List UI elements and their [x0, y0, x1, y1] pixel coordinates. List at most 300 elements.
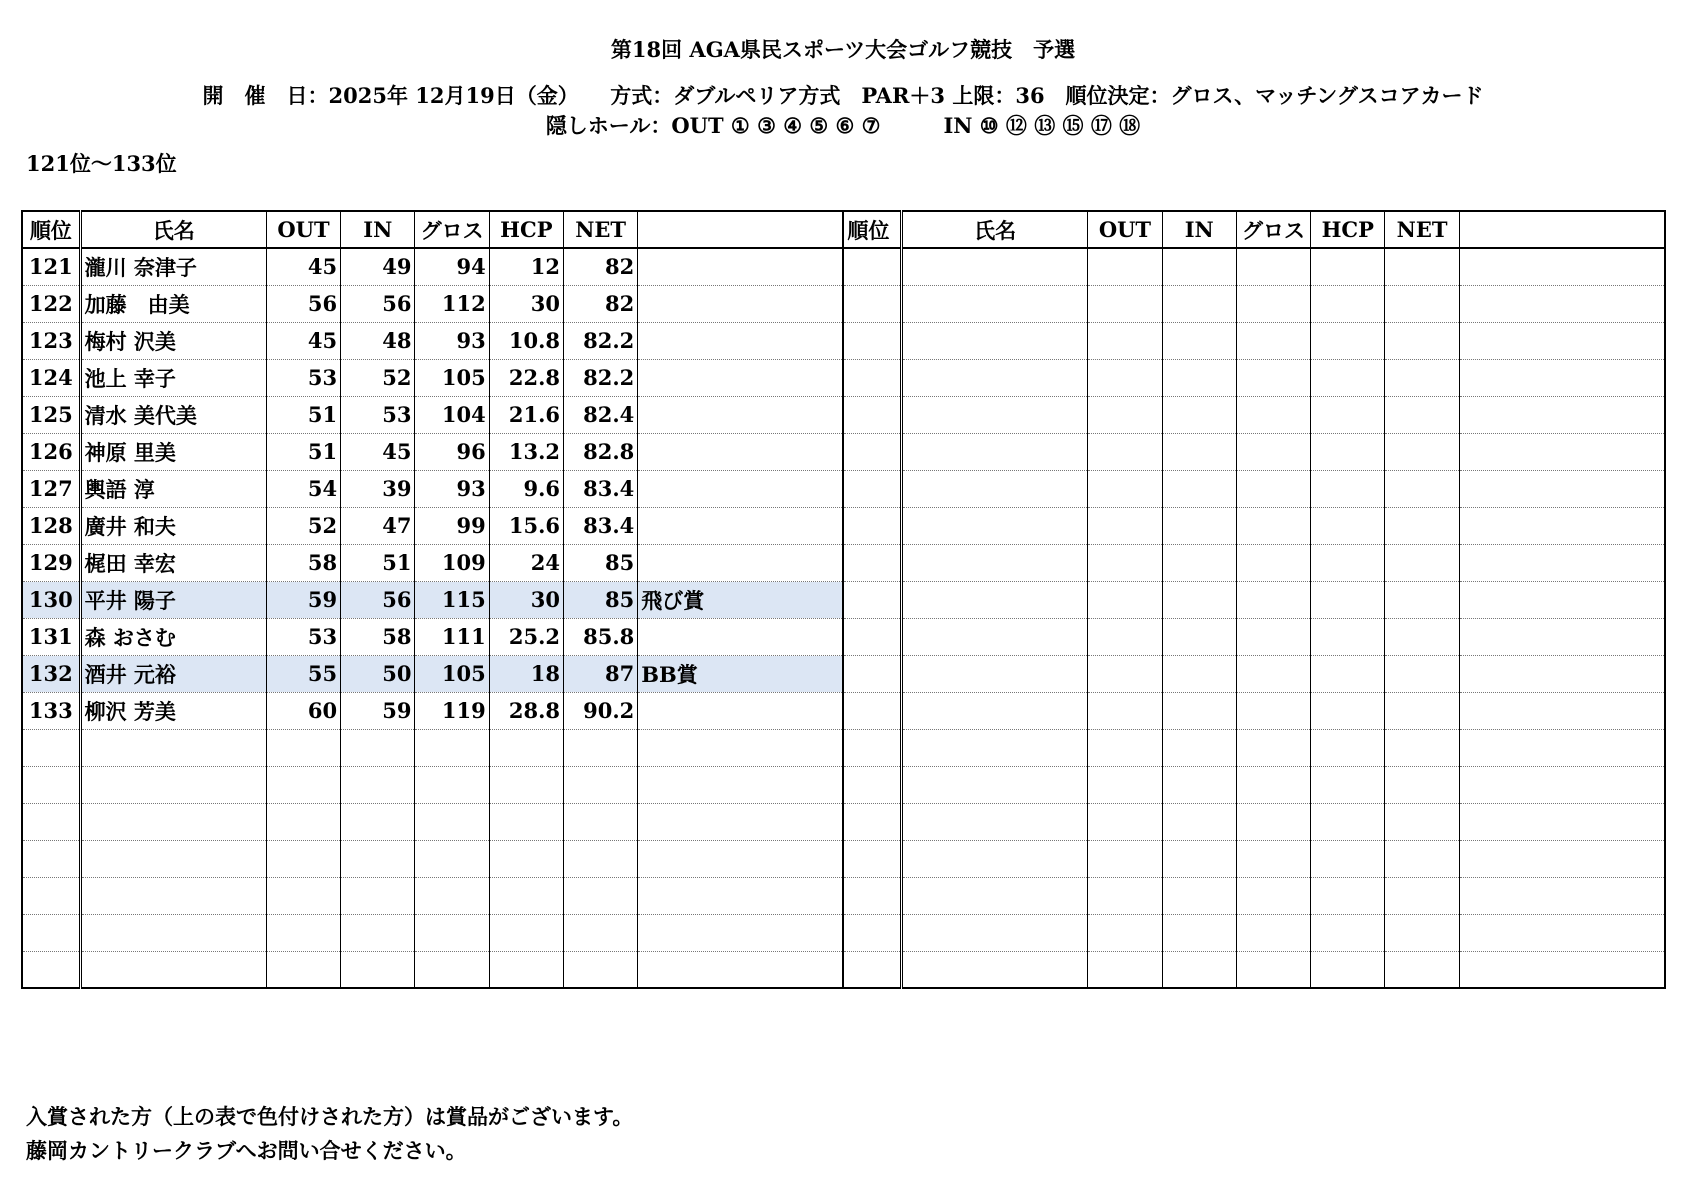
rank-cell: [22, 803, 80, 840]
col-header-rank: 順位: [22, 211, 80, 248]
net-cell: 85: [564, 581, 638, 618]
empty-cell-right: [1162, 322, 1236, 359]
gross-cell: 109: [415, 544, 489, 581]
award-cell: [638, 248, 844, 285]
empty-cell-right: [1459, 766, 1665, 803]
empty-cell-right: [902, 581, 1088, 618]
hcp-cell: 30: [489, 581, 563, 618]
in-cell: 48: [341, 322, 415, 359]
rank-cell: 133: [22, 692, 80, 729]
empty-cell-right: [1385, 285, 1459, 322]
empty-cell-right: [1088, 951, 1162, 988]
award-cell: [638, 692, 844, 729]
empty-cell-right: [1236, 396, 1310, 433]
rank-cell: 129: [22, 544, 80, 581]
empty-cell-right: [1385, 581, 1459, 618]
empty-cell-right: [1385, 655, 1459, 692]
net-cell: 90.2: [564, 692, 638, 729]
notes: [26, 1100, 633, 1168]
empty-cell-right: [1311, 618, 1385, 655]
empty-cell-right: [1459, 507, 1665, 544]
award-cell: [638, 803, 844, 840]
rank-cell: 131: [22, 618, 80, 655]
name-cell: 神原 里美: [80, 433, 266, 470]
empty-cell-right: [1459, 433, 1665, 470]
empty-cell-right: [1311, 544, 1385, 581]
empty-cell-right: [1311, 248, 1385, 285]
out-cell: 53: [266, 618, 340, 655]
award-cell: [638, 396, 844, 433]
empty-cell-right: [1088, 544, 1162, 581]
empty-cell-right: [843, 766, 901, 803]
empty-cell-right: [1162, 914, 1236, 951]
rank-cell: 124: [22, 359, 80, 396]
table-row: [22, 766, 1665, 803]
out-cell: 56: [266, 285, 340, 322]
in-cell: [341, 914, 415, 951]
in-cell: 49: [341, 248, 415, 285]
hcp-cell: [489, 840, 563, 877]
hcp-cell: [489, 914, 563, 951]
table-row: [22, 470, 1665, 507]
empty-cell-right: [1088, 914, 1162, 951]
empty-cell-right: [902, 248, 1088, 285]
name-cell: [80, 766, 266, 803]
award-cell: [638, 618, 844, 655]
empty-cell-right: [1088, 618, 1162, 655]
empty-cell-right: [1162, 655, 1236, 692]
empty-cell-right: [1162, 951, 1236, 988]
empty-cell-right: [1088, 507, 1162, 544]
gross-cell: 111: [415, 618, 489, 655]
empty-cell-right: [1236, 544, 1310, 581]
out-cell: [266, 766, 340, 803]
hcp-cell: 22.8: [489, 359, 563, 396]
hcp-cell: 12: [489, 248, 563, 285]
gross-cell: 93: [415, 322, 489, 359]
empty-cell-right: [1088, 692, 1162, 729]
rank-cell: [22, 766, 80, 803]
empty-cell-right: [1236, 285, 1310, 322]
gross-cell: 99: [415, 507, 489, 544]
col-header-hcp: HCP: [489, 211, 563, 248]
empty-cell-right: [843, 544, 901, 581]
in-cell: [341, 803, 415, 840]
results-table: [21, 210, 1666, 989]
out-cell: 59: [266, 581, 340, 618]
out-cell: [266, 877, 340, 914]
empty-cell-right: [902, 914, 1088, 951]
name-cell: 瀧川 奈津子: [80, 248, 266, 285]
out-cell: [266, 729, 340, 766]
empty-cell-right: [1236, 877, 1310, 914]
empty-cell-right: [1162, 248, 1236, 285]
table-row: [22, 285, 1665, 322]
empty-cell-right: [902, 618, 1088, 655]
empty-cell-right: [902, 285, 1088, 322]
empty-cell-right: [1311, 507, 1385, 544]
empty-cell-right: [902, 396, 1088, 433]
empty-cell-right: [1162, 803, 1236, 840]
in-cell: 58: [341, 618, 415, 655]
net-cell: 87: [564, 655, 638, 692]
hcp-cell: [489, 877, 563, 914]
table-row: [22, 877, 1665, 914]
hcp-cell: 24: [489, 544, 563, 581]
in-cell: 56: [341, 285, 415, 322]
empty-cell-right: [1236, 914, 1310, 951]
empty-cell-right: [843, 359, 901, 396]
empty-cell-right: [1088, 877, 1162, 914]
empty-cell-right: [1385, 248, 1459, 285]
award-cell: [638, 433, 844, 470]
net-cell: [564, 914, 638, 951]
empty-cell-right: [1236, 655, 1310, 692]
empty-cell-right: [1162, 581, 1236, 618]
in-cell: 45: [341, 433, 415, 470]
hcp-cell: [489, 766, 563, 803]
empty-cell-right: [902, 766, 1088, 803]
gross-cell: 105: [415, 359, 489, 396]
empty-cell-right: [1311, 692, 1385, 729]
empty-cell-right: [843, 322, 901, 359]
empty-cell-right: [1459, 322, 1665, 359]
empty-cell-right: [902, 470, 1088, 507]
empty-cell-right: [1385, 396, 1459, 433]
out-cell: 54: [266, 470, 340, 507]
rank-cell: 122: [22, 285, 80, 322]
col-header-name-right: 氏名: [902, 211, 1088, 248]
empty-cell-right: [1311, 285, 1385, 322]
empty-cell-right: [1459, 655, 1665, 692]
table-row: [22, 359, 1665, 396]
empty-cell-right: [1311, 914, 1385, 951]
in-cell: 50: [341, 655, 415, 692]
table-row: [22, 433, 1665, 470]
empty-cell-right: [1162, 766, 1236, 803]
name-cell: 柳沢 芳美: [80, 692, 266, 729]
out-cell: 53: [266, 359, 340, 396]
empty-cell-right: [1385, 951, 1459, 988]
empty-cell-right: [1385, 840, 1459, 877]
empty-cell-right: [1236, 433, 1310, 470]
empty-cell-right: [1088, 729, 1162, 766]
empty-cell-right: [1459, 692, 1665, 729]
award-cell: [638, 951, 844, 988]
gross-cell: [415, 729, 489, 766]
in-cell: 59: [341, 692, 415, 729]
out-cell: 51: [266, 433, 340, 470]
hcp-cell: 9.6: [489, 470, 563, 507]
empty-cell-right: [1088, 285, 1162, 322]
table-row: [22, 581, 1665, 618]
net-cell: 82: [564, 248, 638, 285]
award-cell: [638, 507, 844, 544]
empty-cell-right: [1385, 507, 1459, 544]
gross-cell: [415, 840, 489, 877]
table-row: [22, 396, 1665, 433]
empty-cell-right: [1311, 359, 1385, 396]
gross-cell: [415, 914, 489, 951]
empty-cell-right: [1459, 803, 1665, 840]
empty-cell-right: [1236, 692, 1310, 729]
empty-cell-right: [843, 840, 901, 877]
table-row: [22, 729, 1665, 766]
empty-cell-right: [1459, 544, 1665, 581]
empty-cell-right: [843, 618, 901, 655]
empty-cell-right: [902, 840, 1088, 877]
gross-cell: 96: [415, 433, 489, 470]
gross-cell: 105: [415, 655, 489, 692]
empty-cell-right: [843, 433, 901, 470]
col-header-award: [638, 211, 844, 248]
in-cell: 53: [341, 396, 415, 433]
net-cell: 83.4: [564, 507, 638, 544]
empty-cell-right: [902, 729, 1088, 766]
col-header-out-right: OUT: [1088, 211, 1162, 248]
empty-cell-right: [902, 692, 1088, 729]
empty-cell-right: [1311, 396, 1385, 433]
name-cell: 平井 陽子: [80, 581, 266, 618]
table-row: [22, 618, 1665, 655]
empty-cell-right: [1162, 396, 1236, 433]
gross-cell: [415, 766, 489, 803]
gross-cell: 115: [415, 581, 489, 618]
in-cell: [341, 766, 415, 803]
empty-cell-right: [1236, 766, 1310, 803]
empty-cell-right: [1385, 692, 1459, 729]
col-header-award-right: [1459, 211, 1665, 248]
empty-cell-right: [843, 507, 901, 544]
empty-cell-right: [1162, 544, 1236, 581]
out-cell: 52: [266, 507, 340, 544]
empty-cell-right: [1459, 581, 1665, 618]
gross-cell: 119: [415, 692, 489, 729]
net-cell: [564, 951, 638, 988]
empty-cell-right: [1088, 322, 1162, 359]
hcp-cell: 25.2: [489, 618, 563, 655]
in-cell: [341, 951, 415, 988]
out-cell: [266, 803, 340, 840]
gross-cell: [415, 877, 489, 914]
net-cell: 82.2: [564, 322, 638, 359]
empty-cell-right: [1236, 951, 1310, 988]
empty-cell-right: [1236, 470, 1310, 507]
table-row: [22, 692, 1665, 729]
out-cell: 45: [266, 248, 340, 285]
empty-cell-right: [1385, 877, 1459, 914]
empty-cell-right: [902, 655, 1088, 692]
gross-cell: 93: [415, 470, 489, 507]
name-cell: 池上 幸子: [80, 359, 266, 396]
out-cell: [266, 951, 340, 988]
name-cell: 森 おさむ: [80, 618, 266, 655]
net-cell: 82.2: [564, 359, 638, 396]
empty-cell-right: [1311, 655, 1385, 692]
empty-cell-right: [1459, 951, 1665, 988]
empty-cell-right: [902, 359, 1088, 396]
empty-cell-right: [1385, 359, 1459, 396]
empty-cell-right: [1236, 618, 1310, 655]
in-cell: 56: [341, 581, 415, 618]
rank-cell: 125: [22, 396, 80, 433]
empty-cell-right: [1459, 729, 1665, 766]
empty-cell-right: [1385, 470, 1459, 507]
out-cell: [266, 840, 340, 877]
award-cell: [638, 285, 844, 322]
name-cell: [80, 729, 266, 766]
col-header-in: IN: [341, 211, 415, 248]
rank-cell: 123: [22, 322, 80, 359]
rank-cell: 127: [22, 470, 80, 507]
in-cell: 47: [341, 507, 415, 544]
empty-cell-right: [843, 803, 901, 840]
col-header-rank-right: 順位: [843, 211, 901, 248]
net-cell: [564, 729, 638, 766]
empty-cell-right: [1385, 729, 1459, 766]
empty-cell-right: [1162, 285, 1236, 322]
col-header-in-right: IN: [1162, 211, 1236, 248]
empty-cell-right: [1311, 766, 1385, 803]
empty-cell-right: [902, 803, 1088, 840]
hcp-cell: [489, 803, 563, 840]
empty-cell-right: [1385, 433, 1459, 470]
table-row: [22, 803, 1665, 840]
gross-cell: 94: [415, 248, 489, 285]
out-cell: 51: [266, 396, 340, 433]
col-header-gross-right: グロス: [1236, 211, 1310, 248]
award-cell: [638, 470, 844, 507]
empty-cell-right: [1311, 433, 1385, 470]
empty-cell-right: [1459, 248, 1665, 285]
rank-cell: 128: [22, 507, 80, 544]
hcp-cell: 30: [489, 285, 563, 322]
empty-cell-right: [1459, 359, 1665, 396]
hcp-cell: 10.8: [489, 322, 563, 359]
rank-cell: 130: [22, 581, 80, 618]
gross-cell: 104: [415, 396, 489, 433]
empty-cell-right: [843, 692, 901, 729]
empty-cell-right: [1385, 322, 1459, 359]
name-cell: [80, 840, 266, 877]
gross-cell: [415, 803, 489, 840]
empty-cell-right: [843, 581, 901, 618]
empty-cell-right: [843, 729, 901, 766]
name-cell: 酒井 元裕: [80, 655, 266, 692]
out-cell: 58: [266, 544, 340, 581]
empty-cell-right: [902, 322, 1088, 359]
empty-cell-right: [1162, 877, 1236, 914]
table-row: [22, 655, 1665, 692]
empty-cell-right: [1459, 877, 1665, 914]
hcp-cell: 28.8: [489, 692, 563, 729]
table-row: [22, 544, 1665, 581]
gross-cell: [415, 951, 489, 988]
rank-range: 121位～133位: [26, 151, 177, 176]
award-cell: [638, 914, 844, 951]
empty-cell-right: [1236, 803, 1310, 840]
empty-cell-right: [1088, 803, 1162, 840]
empty-cell-right: [1385, 803, 1459, 840]
net-cell: 82: [564, 285, 638, 322]
empty-cell-right: [1311, 840, 1385, 877]
net-cell: 85: [564, 544, 638, 581]
empty-cell-right: [1385, 618, 1459, 655]
in-cell: 52: [341, 359, 415, 396]
net-cell: 82.8: [564, 433, 638, 470]
empty-cell-right: [843, 470, 901, 507]
empty-cell-right: [902, 877, 1088, 914]
empty-cell-right: [1162, 840, 1236, 877]
empty-cell-right: [1088, 655, 1162, 692]
hcp-cell: 18: [489, 655, 563, 692]
gross-cell: 112: [415, 285, 489, 322]
out-cell: 45: [266, 322, 340, 359]
in-cell: [341, 877, 415, 914]
rank-cell: 132: [22, 655, 80, 692]
in-cell: 51: [341, 544, 415, 581]
contact-note: 藤岡カントリークラブへお問い合せください。: [26, 1138, 467, 1163]
empty-cell-right: [1311, 729, 1385, 766]
hcp-cell: 21.6: [489, 396, 563, 433]
award-cell: BB賞: [638, 655, 844, 692]
rank-cell: [22, 914, 80, 951]
col-header-net: NET: [564, 211, 638, 248]
empty-cell-right: [1385, 766, 1459, 803]
rank-cell: [22, 840, 80, 877]
empty-cell-right: [902, 433, 1088, 470]
empty-cell-right: [843, 877, 901, 914]
empty-cell-right: [1459, 285, 1665, 322]
empty-cell-right: [1385, 914, 1459, 951]
name-cell: 廣井 和夫: [80, 507, 266, 544]
empty-cell-right: [1311, 581, 1385, 618]
empty-cell-right: [1311, 877, 1385, 914]
name-cell: 輿語 淳: [80, 470, 266, 507]
name-cell: [80, 914, 266, 951]
empty-cell-right: [1311, 951, 1385, 988]
empty-cell-right: [1088, 470, 1162, 507]
col-header-out: OUT: [266, 211, 340, 248]
award-cell: [638, 766, 844, 803]
in-cell: [341, 840, 415, 877]
empty-cell-right: [1311, 803, 1385, 840]
empty-cell-right: [902, 951, 1088, 988]
hcp-cell: 13.2: [489, 433, 563, 470]
empty-cell-right: [843, 248, 901, 285]
empty-cell-right: [1236, 322, 1310, 359]
empty-cell-right: [1459, 396, 1665, 433]
award-cell: [638, 322, 844, 359]
in-cell: 39: [341, 470, 415, 507]
empty-cell-right: [1311, 470, 1385, 507]
empty-cell-right: [1236, 729, 1310, 766]
out-cell: [266, 914, 340, 951]
table-header-row: [22, 211, 1665, 248]
event-info: 開 催 日：2025年 12月19日（金） 方式：ダブルペリア方式 PAR＋3 上限：36 順位決定：グロス、マッチングスコアカード: [202, 83, 1484, 108]
name-cell: 梅村 沢美: [80, 322, 266, 359]
empty-cell-right: [1088, 840, 1162, 877]
empty-cell-right: [1162, 359, 1236, 396]
name-cell: [80, 803, 266, 840]
col-header-hcp-right: HCP: [1311, 211, 1385, 248]
hcp-cell: 15.6: [489, 507, 563, 544]
empty-cell-right: [1236, 581, 1310, 618]
net-cell: [564, 766, 638, 803]
empty-cell-right: [1088, 248, 1162, 285]
name-cell: 加藤 由美: [80, 285, 266, 322]
rank-cell: [22, 877, 80, 914]
